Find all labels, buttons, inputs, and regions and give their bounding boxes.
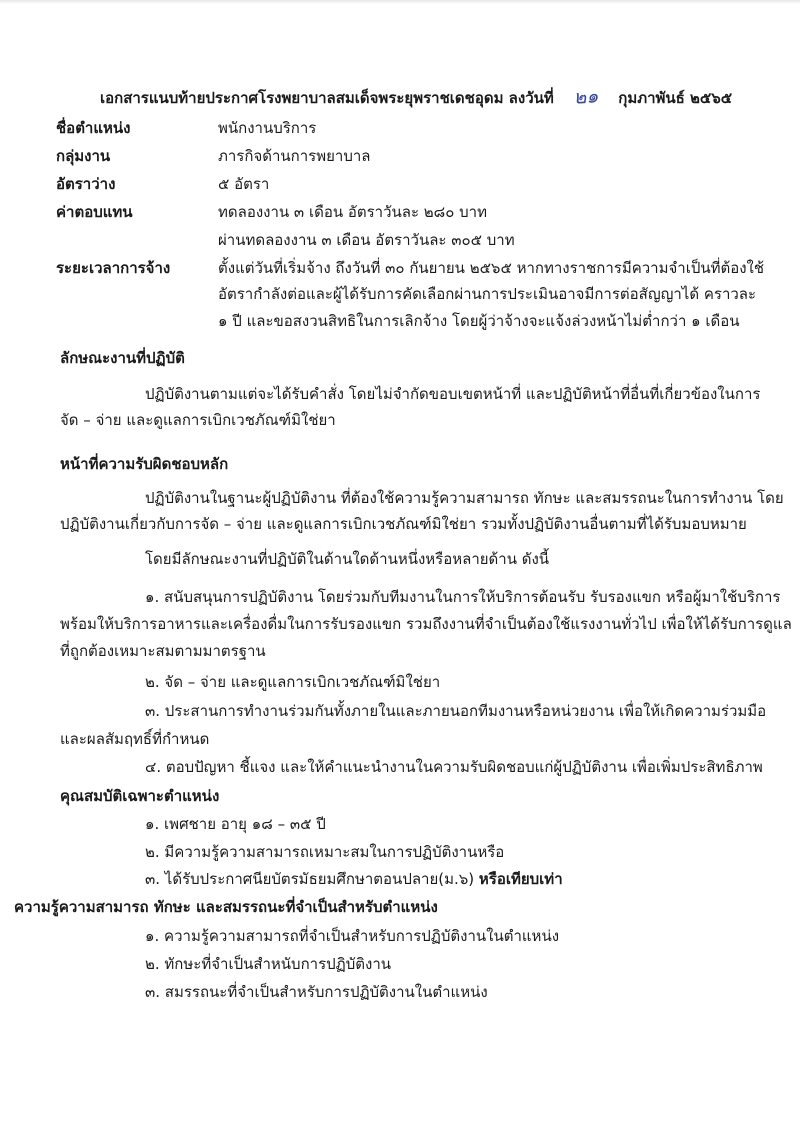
vacancy-value: ๕ อัตรา bbox=[218, 175, 270, 193]
qualification-item-1: ๑. เพศชาย อายุ ๑๘ – ๓๕ ปี bbox=[145, 815, 326, 833]
duty-item-2: ๒. จัด – จ่าย และดูแลการเบิกเวชภัณฑ์มิใช่ยา bbox=[145, 673, 441, 691]
duty-item-3-line-1: ๓. ประสานการทำงานร่วมกันทั้งภายในและภายนอกทีมงานหรือหน่วยงาน เพื่อให้เกิดความร่วมมือ bbox=[145, 702, 767, 720]
qualification-item-2: ๒. มีความรู้ความสามารถเหมาะสมในการปฏิบัติงานหรือ bbox=[145, 843, 505, 861]
qualification-item-3-equivalent: หรือเทียบเท่า bbox=[478, 870, 563, 888]
qualification-item-3 bbox=[145, 869, 563, 889]
header-title-suffix: กุมภาพันธ์ ๒๕๖๕ bbox=[618, 89, 733, 107]
pay-value-passed: ผ่านทดลองงาน ๓ เดือน อัตราวันละ ๓๐๕ บาท bbox=[218, 231, 515, 249]
competencies-title: ความรู้ความสามารถ ทักษะ และสมรรถนะที่จำเป็นสำหรับตำแหน่ง bbox=[14, 898, 438, 916]
duty-item-1-line-2: พร้อมให้บริการอาหารและเครื่องดื่มในการรับรองแขก รวมถึงงานที่จำเป็นต้องใช้แรงงานทั่วไป เพื่อให้ได้รับการดูแล bbox=[60, 615, 792, 633]
group-value: ภารกิจด้านการพยาบาล bbox=[218, 147, 371, 165]
period-value-line-2: อัตรากำลังต่อและผู้ได้รับการคัดเลือกผ่านการประเมินอาจมีการต่อสัญญาได้ คราวละ bbox=[218, 285, 757, 303]
job-nature-line-1: ปฏิบัติงานตามแต่จะได้รับคำสั่ง โดยไม่จำกัดขอบเขตหน้าที่ และปฏิบัติหน้าที่อื่นที่เกี่ยวข้องในการ bbox=[145, 385, 761, 403]
vacancy-label: อัตราว่าง bbox=[56, 175, 116, 193]
competency-item-1: ๑. ความรู้ความสามารถที่จำเป็นสำหรับการปฏิบัติงานในตำแหน่ง bbox=[145, 927, 560, 945]
main-duties-intro-1: ปฏิบัติงานในฐานะผู้ปฏิบัติงาน ที่ต้องใช้ความรู้ความสามารถ ทักษะ และสมรรถนะในการทำงาน โดย bbox=[145, 489, 784, 507]
qualification-item-3-text: ๓. ได้รับประกาศนียบัตรมัธยมศึกษาตอนปลาย(ม.๖) bbox=[145, 870, 475, 888]
job-nature-title: ลักษณะงานที่ปฏิบัติ bbox=[60, 349, 185, 367]
job-nature-line-2: จัด – จ่าย และดูแลการเบิกเวชภัณฑ์มิใช่ยา bbox=[60, 411, 336, 429]
period-value-line-3: ๑ ปี และขอสงวนสิทธิในการเลิกจ้าง โดยผู้ว่าจ้างจะแจ้งล่วงหน้าไม่ต่ำกว่า ๑ เดือน bbox=[218, 312, 740, 330]
handwritten-date: ๒๑ bbox=[572, 85, 600, 109]
duty-item-4: ๔. ตอบปัญหา ชี้แจง และให้คำแนะนำงานในความรับผิดชอบแก่ผู้ปฏิบัติงาน เพื่อเพิ่มประสิทธิภาพ bbox=[145, 758, 763, 776]
duty-item-1-line-1: ๑. สนับสนุนการปฏิบัติงาน โดยร่วมกับทีมงานในการให้บริการต้อนรับ รับรองแขก หรือผู้มาใช้บริการ bbox=[145, 588, 781, 606]
period-value-line-1: ตั้งแต่วันที่เริ่มจ้าง ถึงวันที่ ๓๐ กันยายน ๒๕๖๕ หากทางราชการมีความจำเป็นที่ต้องใช้ bbox=[218, 259, 765, 277]
competency-item-2: ๒. ทักษะที่จำเป็นสำหนับการปฏิบัติงาน bbox=[145, 955, 391, 973]
main-duties-lead: โดยมีลักษณะงานที่ปฏิบัติในด้านใดด้านหนึ่งหรือหลายด้าน ดังนี้ bbox=[145, 550, 550, 568]
main-duties-intro-2: ปฏิบัติงานเกี่ยวกับการจัด – จ่าย และดูแลการเบิกเวชภัณฑ์มิใช่ยา รวมทั้งปฏิบัติงานอื่นตามที่ได้รับมอบหมาย bbox=[60, 515, 747, 533]
pay-value-trial: ทดลองงาน ๓ เดือน อัตราวันละ ๒๘๐ บาท bbox=[218, 203, 487, 221]
position-value: พนักงานบริการ bbox=[218, 119, 317, 137]
group-label: กลุ่มงาน bbox=[56, 147, 111, 165]
position-label: ชื่อตำแหน่ง bbox=[56, 119, 131, 137]
scan-edge bbox=[0, 0, 800, 4]
period-label: ระยะเวลาการจ้าง bbox=[56, 259, 171, 277]
competency-item-3: ๓. สมรรถนะที่จำเป็นสำหรับการปฏิบัติงานในตำแหน่ง bbox=[145, 983, 488, 1001]
main-duties-title: หน้าที่ความรับผิดชอบหลัก bbox=[60, 455, 229, 473]
pay-label: ค่าตอบแทน bbox=[56, 203, 133, 221]
header-title-prefix: เอกสารแนบท้ายประกาศโรงพยาบาลสมเด็จพระยุพราชเดชอุดม ลงวันที่ bbox=[100, 89, 554, 107]
duty-item-1-line-3: ที่ถูกต้องเหมาะสมตามมาตรฐาน bbox=[60, 642, 266, 660]
document-header bbox=[100, 86, 732, 109]
qualifications-title: คุณสมบัติเฉพาะตำแหน่ง bbox=[60, 787, 220, 805]
duty-item-3-line-2: และผลสัมฤทธิ์ที่กำหนด bbox=[60, 730, 210, 748]
